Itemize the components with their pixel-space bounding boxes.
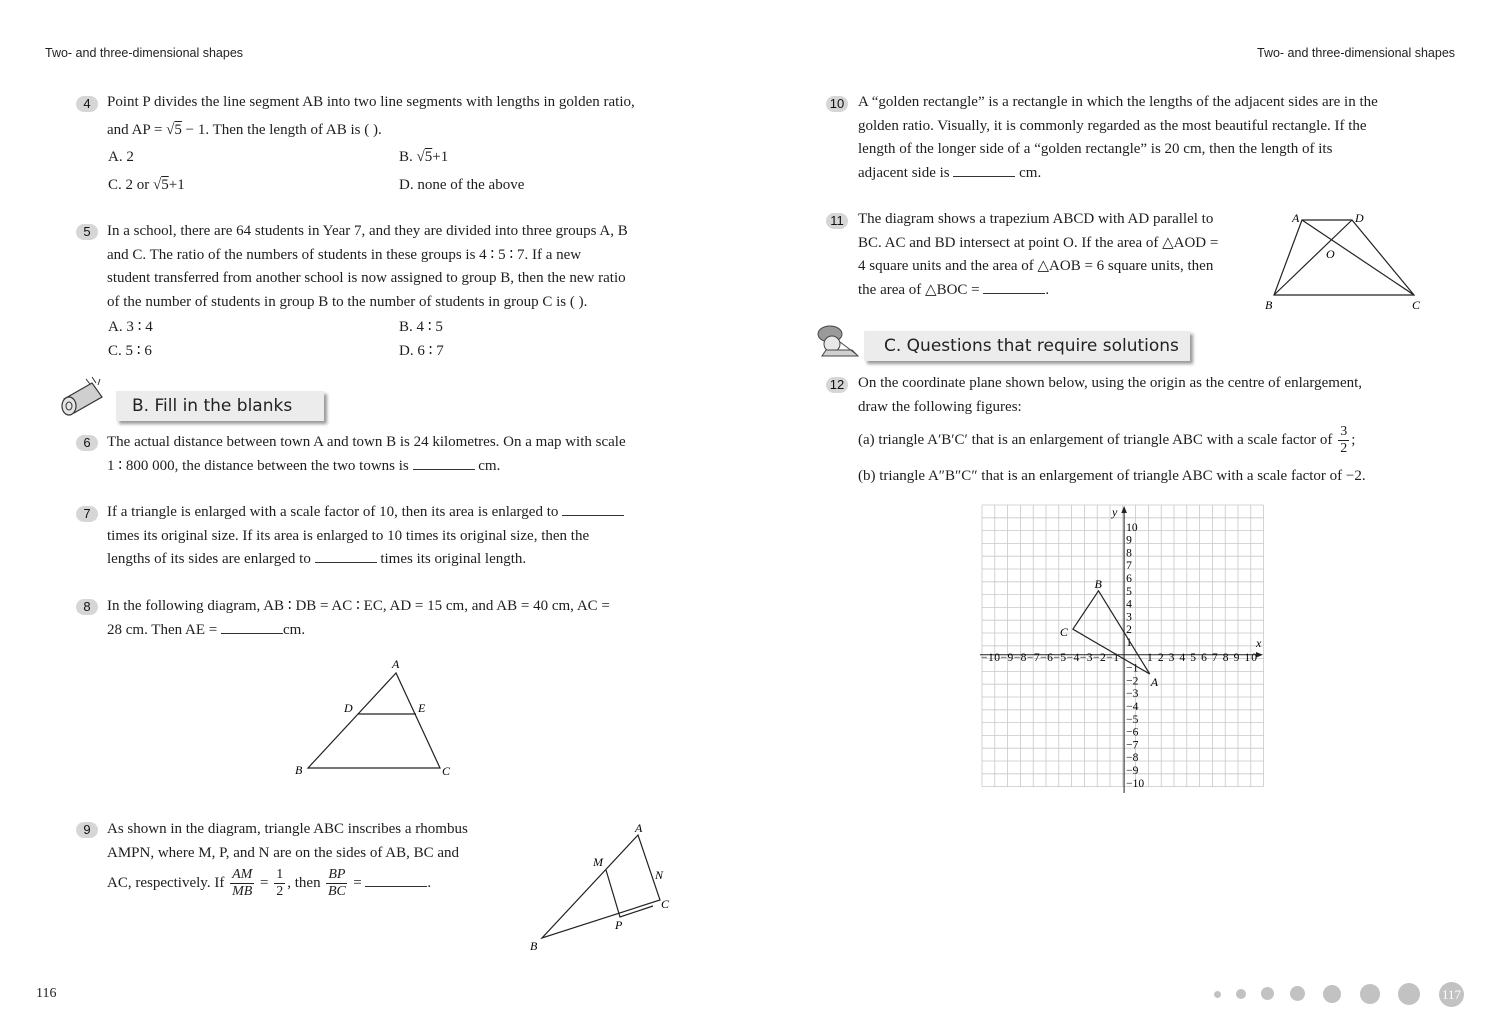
q10-line3: length of the longer side of a “golden rectangle” is 20 cm, then the length of its [858,141,1333,157]
q7-line1: If a triangle is enlarged with a scale factor of 10, then its area is enlarged to [107,501,670,525]
header-left: Two- and three-dimensional shapes [45,46,244,60]
q11-trapezium-diagram [1258,208,1428,314]
q9-label-c: C [661,897,670,911]
y-tick-label: 2 [1126,624,1132,637]
q9-label-n: N [655,868,664,882]
y-tick-label: 9 [1126,534,1132,547]
q5-option-c: C. 5 ∶ 6 [108,343,152,359]
question-number-11: 11 [826,213,848,229]
y-tick-label: 10 [1126,521,1138,534]
q11-label-o: O [1326,247,1335,261]
question-number-5: 5 [76,224,98,240]
progress-dot [1360,984,1380,1004]
y-tick-label: −6 [1126,726,1139,739]
y-tick-label: −1 [1126,662,1139,675]
progress-dot [1261,987,1274,1000]
y-tick-label: −9 [1126,765,1139,777]
question-number-10: 10 [826,96,848,112]
q9-line3: AC, respectively. If $\frac{AM}{MB}$ = $\frac{1}{2}$ , then $\frac{BP}{BC}$ = . [107,867,432,899]
q10-line4: adjacent side is cm. [858,162,1421,186]
q8-label-b: B [295,763,303,777]
page-number-right-badge [1439,982,1464,1007]
question-4 [107,91,670,142]
question-number-4: 4 [76,96,98,112]
q4-option-a: A. 2 [108,149,134,165]
section-b-title: B. Fill in the blanks [116,391,324,421]
x-axis-label: x [1256,636,1262,650]
y-tick-label: −4 [1126,701,1139,713]
y-tick-label: −5 [1126,713,1139,726]
q8-label-c: C [442,764,451,778]
q5-line1: In a school, there are 64 students in Year 7, and they are divided into three groups A, B [107,223,628,239]
q4-option-c: C. 2 or √5+1 [108,177,185,193]
y-tick-label: −7 [1126,739,1139,752]
q11-answer-blank[interactable] [983,279,1045,294]
q5-line2: and C. The ratio of the numbers of students in these groups is 4 ∶ 5 ∶ 7. If a new [107,246,582,263]
question-number-12: 12 [826,377,848,393]
y-tick-label: 3 [1126,611,1132,624]
question-12 [858,372,1421,419]
progress-dot [1236,989,1246,999]
q4-option-b: B. √5+1 [399,149,449,165]
q8-line2: 28 cm. Then AE = cm. [107,619,670,643]
q5-option-b: B. 4 ∶ 5 [399,319,443,335]
q9-label-a: A [635,821,643,835]
x-tick-labels-negative: −10−9−8−7−6−5−4−3−2−1 [981,652,1119,664]
question-number-6: 6 [76,435,98,451]
q11-line2: BC. AC and BD intersect at point O. If the area of △AOD = [858,234,1219,251]
q8-label-a: A [392,657,400,671]
x-tick-labels-positive: 1 2 3 4 5 6 7 8 9 10 [1147,652,1257,664]
q7-line2: times its original size. If its area is enlarged to 10 times its original size, then the [107,527,590,544]
progress-dot [1290,986,1305,1001]
q4-line2: and AP = √5 − 1. Then the length of AB is ( ). [107,121,382,138]
q8-line1: In the following diagram, AB ∶ DB = AC ∶ EC, AD = 15 cm, and AB = 40 cm, AC = [107,598,610,614]
q8-label-e: E [418,701,426,715]
y-tick-label: 4 [1126,598,1132,611]
question-9 [107,818,511,900]
q9-label-b: B [530,939,538,953]
section-c-title: C. Questions that require solutions [864,331,1190,361]
q8-answer-blank[interactable] [221,619,283,634]
q6-answer-blank[interactable] [413,455,475,470]
page-number-left: 116 [36,986,57,1001]
triangle-label-c: C [1059,625,1068,640]
q12-line2: draw the following figures: [858,398,1022,415]
q10-line2: golden ratio. Visually, it is commonly regarded as the most beautiful rectangle. If the [858,117,1367,134]
q9-label-p: P [615,918,623,932]
q5-option-a: A. 3 ∶ 4 [108,319,153,335]
header-right: Two- and three-dimensional shapes [1257,46,1456,60]
q11-line4: the area of △BOC = . [858,279,1248,303]
q11-label-c: C [1412,298,1421,312]
q11-line1: The diagram shows a trapezium ABCD with AD parallel to [858,211,1214,227]
question-7 [107,501,670,572]
question-8 [107,595,670,642]
q5-line3: student transferred from another school is now assigned to group B, then the new ratio [107,270,626,286]
q11-label-b: B [1265,298,1273,312]
question-5 [107,220,670,314]
q8-triangle-diagram [288,655,458,780]
q11-label-d: D [1355,211,1364,225]
q6-line1: The actual distance between town A and town B is 24 kilometres. On a map with scale [107,434,626,450]
question-number-8: 8 [76,599,98,615]
progress-dot [1323,985,1341,1003]
scroll-icon [58,375,110,419]
coordinate-grid [980,503,1268,793]
page-number-right: 117 [1441,987,1462,1002]
q8-label-d: D [344,701,353,715]
q9-line2: AMPN, where M, P, and N are on the sides of AB, BC and [107,844,460,861]
progress-dot [1214,991,1221,998]
y-tick-label: 8 [1126,547,1132,560]
q12-line1: On the coordinate plane shown below, using the origin as the centre of enlargement, [858,375,1363,391]
q12-part-a: (a) triangle A′B′C′ that is an enlargement of triangle ABC with a scale factor of $\frac{3}{2}$ ; [858,424,1356,456]
y-tick-label: −8 [1126,752,1139,765]
question-11 [858,208,1248,302]
q4-option-d: D. none of the above [399,177,525,193]
question-number-9: 9 [76,822,98,838]
y-tick-label: 6 [1126,573,1132,585]
q7-answer-blank-1[interactable] [562,501,624,516]
y-tick-label: −2 [1126,675,1139,688]
q5-line4: of the number of students in group B to the number of students in group C is ( ). [107,293,588,310]
question-10 [858,91,1421,185]
question-6 [107,431,670,478]
q11-label-a: A [1292,211,1300,225]
q7-line3: lengths of its sides are enlarged to times its original length. [107,548,670,572]
y-tick-label: 1 [1126,637,1132,649]
triangle-label-b: B [1094,576,1102,591]
question-number-7: 7 [76,506,98,522]
q9-line1: As shown in the diagram, triangle ABC inscribes a rhombus [107,821,468,837]
q11-line3: 4 square units and the area of △AOB = 6 square units, then [858,258,1214,274]
triangle-label-a: A [1150,675,1159,689]
q5-option-d: D. 6 ∶ 7 [399,343,444,359]
y-tick-label: −10 [1126,777,1145,790]
q10-answer-blank[interactable] [953,162,1015,177]
q6-line2: 1 ∶ 800 000, the distance between the two towns is cm. [107,455,670,479]
y-tick-label: 5 [1126,585,1132,598]
q12-part-b: (b) triangle A″B″C″ that is an enlargement of triangle ABC with a scale factor of −2. [858,468,1366,484]
progress-dot [1398,983,1420,1005]
y-tick-label: 7 [1126,560,1132,573]
q4-line1: Point P divides the line segment AB into two line segments with lengths in golden ratio, [107,94,635,110]
y-tick-label: −3 [1126,688,1139,701]
thinking-person-icon [812,320,864,362]
q9-answer-blank[interactable] [365,872,427,887]
y-axis-label: y [1112,505,1118,519]
q10-line1: A “golden rectangle” is a rectangle in which the lengths of the adjacent sides are in the [858,94,1378,110]
q9-rhombus-diagram [525,818,675,956]
q7-answer-blank-2[interactable] [315,548,377,563]
q9-label-m: M [593,855,603,869]
